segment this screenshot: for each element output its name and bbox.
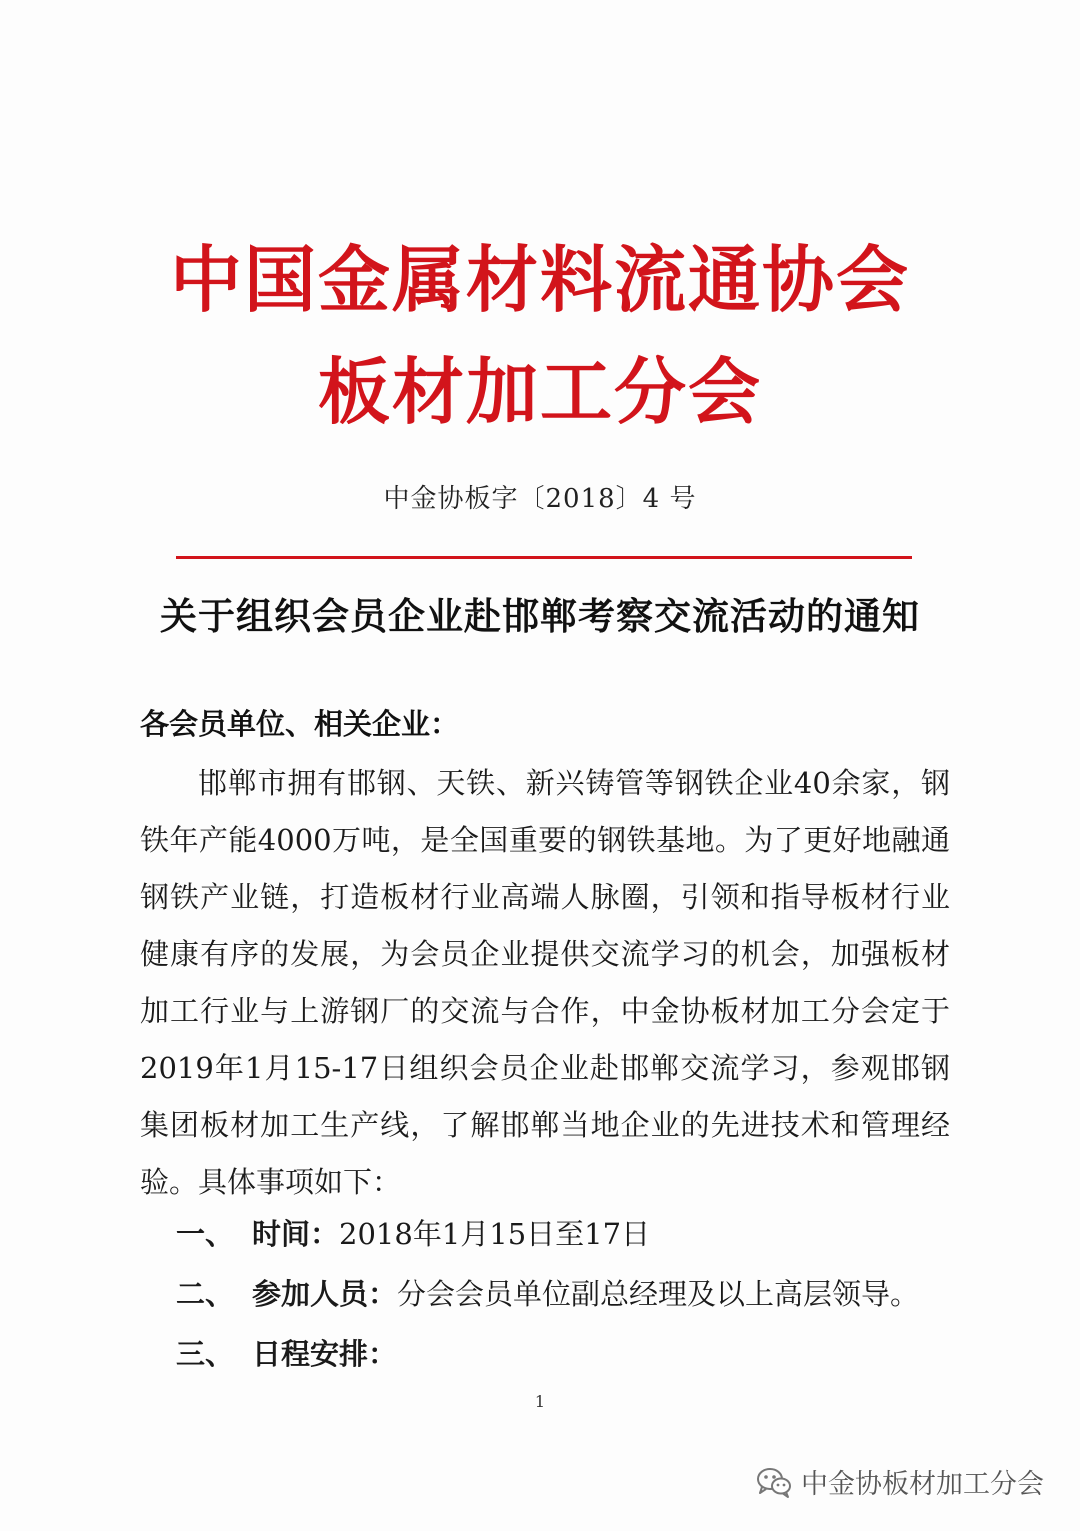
wechat-icon	[755, 1465, 793, 1499]
document-title: 关于组织会员企业赴邯郸考察交流活动的通知	[160, 594, 920, 638]
item-number: 二、	[176, 1277, 235, 1311]
document-number: 中金协板字〔2018〕4 号	[383, 484, 697, 514]
salutation: 各会员单位、相关企业：	[140, 707, 460, 741]
item-text: 2018年1月15日至17日	[339, 1217, 651, 1251]
item-label: 时间：	[252, 1217, 340, 1251]
watermark-text: 中金协板材加工分会	[801, 1469, 1044, 1500]
item-label: 日程安排：	[252, 1337, 398, 1371]
list-item-schedule	[176, 1332, 397, 1373]
page-number: 1	[534, 1392, 546, 1411]
list-item-time	[176, 1212, 650, 1253]
body-paragraph: 邯郸市拥有邯钢、天铁、新兴铸管等钢铁企业40余家，钢铁年产能4000万吨，是全国重要的钢铁基地。为了更好地融通钢铁产业链，打造板材行业高端人脉圈，引领和指导板材行业健康有序的发展，为会员企业提供交流学习的机会，加强板材加工行业与上游钢厂的交流与合作，中金协板材加工分会定于2019年1月15-17日组织会员企业赴邯郸交流学习，参观邯钢集团板材加工生产线，了解邯郸当地企业的先进技术和管理经验。具体事项如下：	[140, 766, 950, 1199]
org-name-line2: 板材加工分会	[317, 350, 762, 434]
item-label: 参加人员：	[252, 1277, 398, 1311]
watermark	[755, 1462, 1044, 1501]
org-name-line1: 中国金属材料流通协会	[169, 238, 910, 322]
item-number: 一、	[176, 1217, 235, 1251]
red-divider-line	[176, 556, 912, 559]
item-text: 分会会员单位副总经理及以上高层领导。	[397, 1277, 920, 1311]
list-item-participants	[176, 1272, 919, 1313]
item-number: 三、	[176, 1337, 235, 1371]
